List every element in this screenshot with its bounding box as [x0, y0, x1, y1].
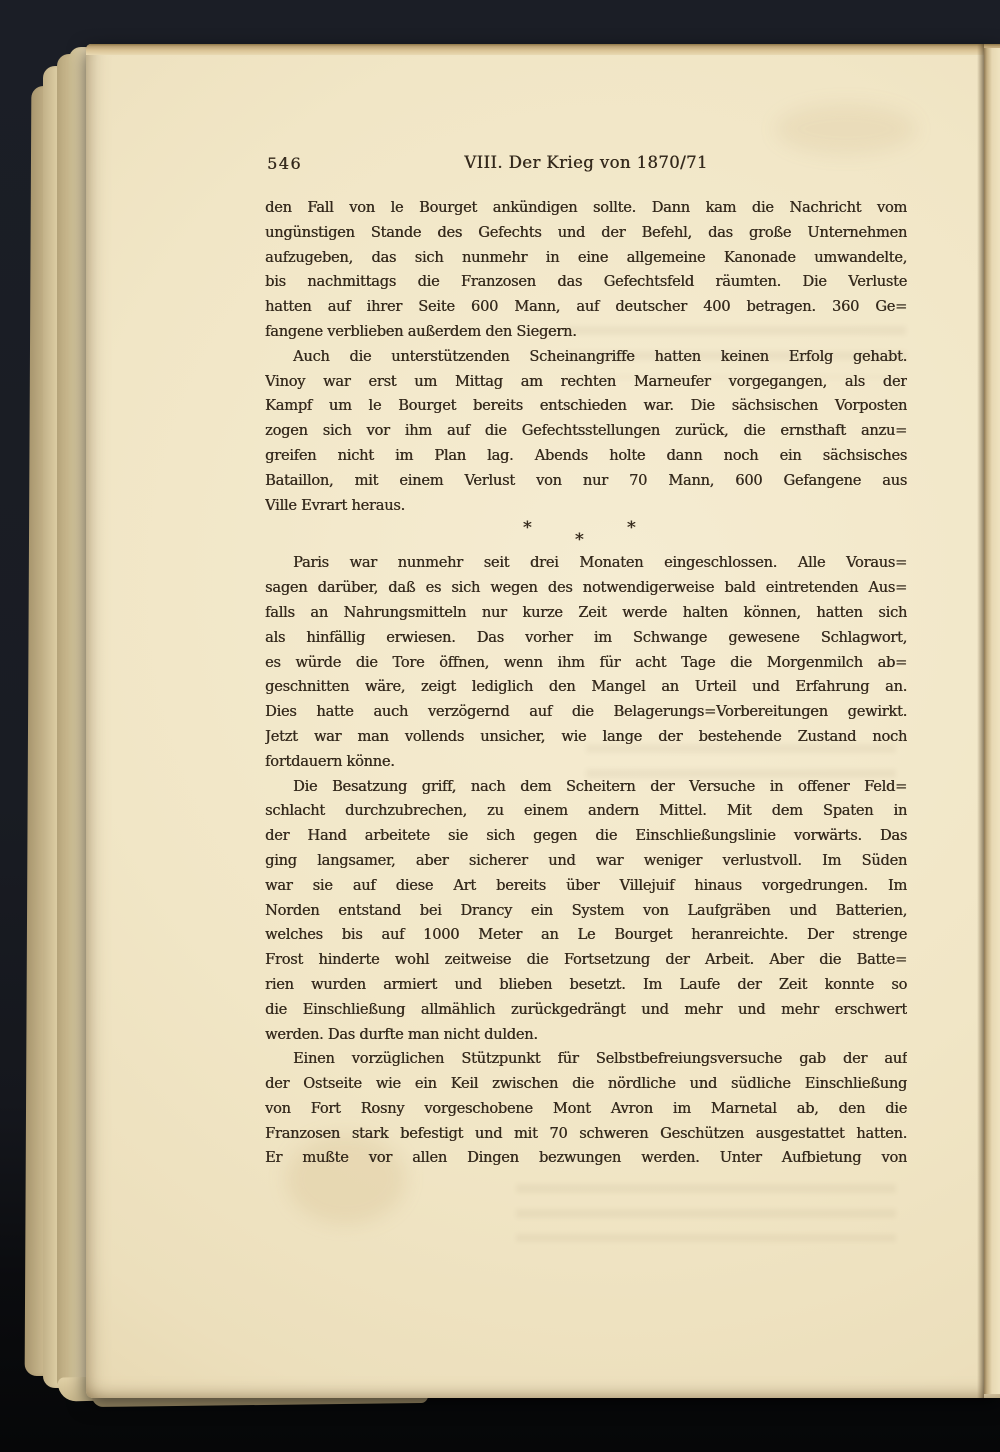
text-line: werden. Das durfte man nicht dulden. [265, 1025, 538, 1043]
text-line: Kampf um le Bourget bereits entschieden war. Die sächsischen Vorposten [265, 397, 907, 415]
text-line: ungünstigen Stande des Gefechts und der Befehl, das große Unternehmen [265, 223, 907, 241]
text-line: zogen sich vor ihm auf die Gefechtsstellungen zurück, die ernsthaft anzu= [265, 422, 907, 440]
paragraph [265, 551, 907, 774]
text-line: Paris war nunmehr seit drei Monaten eingeschlossen. Alle Voraus= [293, 554, 907, 572]
text-line: rien wurden armiert und blieben besetzt. Im Laufe der Zeit konnte so [265, 975, 907, 993]
text-line: aufzugeben, das sich nunmehr in eine allgemeine Kanonade umwandelte, [265, 248, 907, 266]
text-line: Bataillon, mit einem Verlust von nur 70 Mann, 600 Gefangene aus [265, 471, 907, 489]
text-line: fortdauern könne. [265, 752, 395, 770]
text-line: es würde die Tore öffnen, wenn ihm für acht Tage die Morgenmilch ab= [265, 653, 907, 671]
running-header [265, 153, 907, 179]
text-line: die Einschließung allmählich zurückgedrängt und mehr und mehr erschwert [265, 1000, 907, 1018]
asterisk-glyph: * [523, 518, 532, 539]
text-line: Jetzt war man vollends unsicher, wie lange der bestehende Zustand noch [265, 727, 907, 745]
text-line: Einen vorzüglichen Stützpunkt für Selbstbefreiungsversuche gab der auf [293, 1050, 907, 1068]
text-line: war sie auf diese Art bereits über Villejuif hinaus vorgedrungen. Im [265, 876, 907, 894]
page-top-edge [86, 44, 1000, 55]
gutter-crease [977, 44, 984, 1398]
text-line: Frost hinderte wohl zeitweise die Fortsetzung der Arbeit. Aber die Batte= [265, 951, 907, 969]
text-line: Norden entstand bei Drancy ein System von Laufgräben und Batterien, [265, 901, 907, 919]
text-line: geschnitten wäre, zeigt lediglich den Mangel an Urteil und Erfahrung an. [265, 678, 907, 696]
book-page [86, 44, 1000, 1398]
text-line: falls an Nahrungsmitteln nur kurze Zeit werde halten können, hatten sich [265, 603, 907, 621]
text-line: Dies hatte auch verzögernd auf die Belagerungs=Vorbereitungen gewirkt. [265, 703, 907, 721]
text-line: als hinfällig erwiesen. Das vorher im Schwange gewesene Schlagwort, [265, 628, 907, 646]
text-line: der Ostseite wie ein Keil zwischen die nördliche und südliche Einschließung [265, 1075, 907, 1093]
text-line: den Fall von le Bourget ankündigen sollte. Dann kam die Nachricht vom [265, 199, 907, 216]
text-line: von Fort Rosny vorgeschobene Mont Avron im Marnetal ab, den die [265, 1099, 907, 1117]
paragraph [265, 196, 907, 345]
asterisk-glyph: * [627, 518, 636, 539]
text-line: Franzosen stark befestigt und mit 70 schweren Geschützen ausgestattet hatten. [265, 1124, 907, 1142]
running-header-title: VIII. Der Krieg von 1870/71 [464, 153, 708, 172]
paragraph [265, 775, 907, 1048]
text-line: Vinoy war erst um Mittag am rechten Marneufer vorgegangen, als der [265, 372, 907, 390]
asterisk-glyph: * [575, 530, 584, 551]
asterisk-divider [265, 518, 907, 551]
text-line: Auch die unterstützenden Scheinangriffe hatten keinen Erfolg gehabt. [293, 347, 907, 365]
page-number: 546 [267, 154, 303, 173]
text-line: greifen nicht im Plan lag. Abends holte dann noch ein sächsisches [265, 446, 907, 464]
text-line: Die Besatzung griff, nach dem Scheitern der Versuche in offener Feld= [293, 777, 907, 795]
text-line: welches bis auf 1000 Meter an Le Bourget heranreichte. Der strenge [265, 926, 907, 944]
paragraph [265, 1047, 907, 1171]
show-through-smudge [516, 1184, 896, 1242]
text-line: Er mußte vor allen Dingen bezwungen werden. Unter Aufbietung von [265, 1149, 907, 1167]
paper-stain [776, 104, 916, 154]
facing-page-sliver [984, 48, 1000, 1394]
text-line: bis nachmittags die Franzosen das Gefechtsfeld räumten. Die Verluste [265, 273, 907, 291]
text-line: ging langsamer, aber sicherer und war weniger verlustvoll. Im Süden [265, 851, 907, 869]
text-line: der Hand arbeitete sie sich gegen die Einschließungslinie vorwärts. Das [265, 827, 907, 845]
page-text-block [265, 196, 907, 1171]
text-line: hatten auf ihrer Seite 600 Mann, auf deutscher 400 betragen. 360 Ge= [265, 298, 907, 316]
text-line: schlacht durchzubrechen, zu einem andern Mittel. Mit dem Spaten in [265, 802, 907, 820]
paragraph [265, 345, 907, 519]
text-line: sagen darüber, daß es sich wegen des notwendigerweise bald eintretenden Aus= [265, 579, 907, 597]
text-line: fangene verblieben außerdem den Siegern. [265, 322, 577, 340]
text-line: Ville Evrart heraus. [265, 496, 405, 514]
